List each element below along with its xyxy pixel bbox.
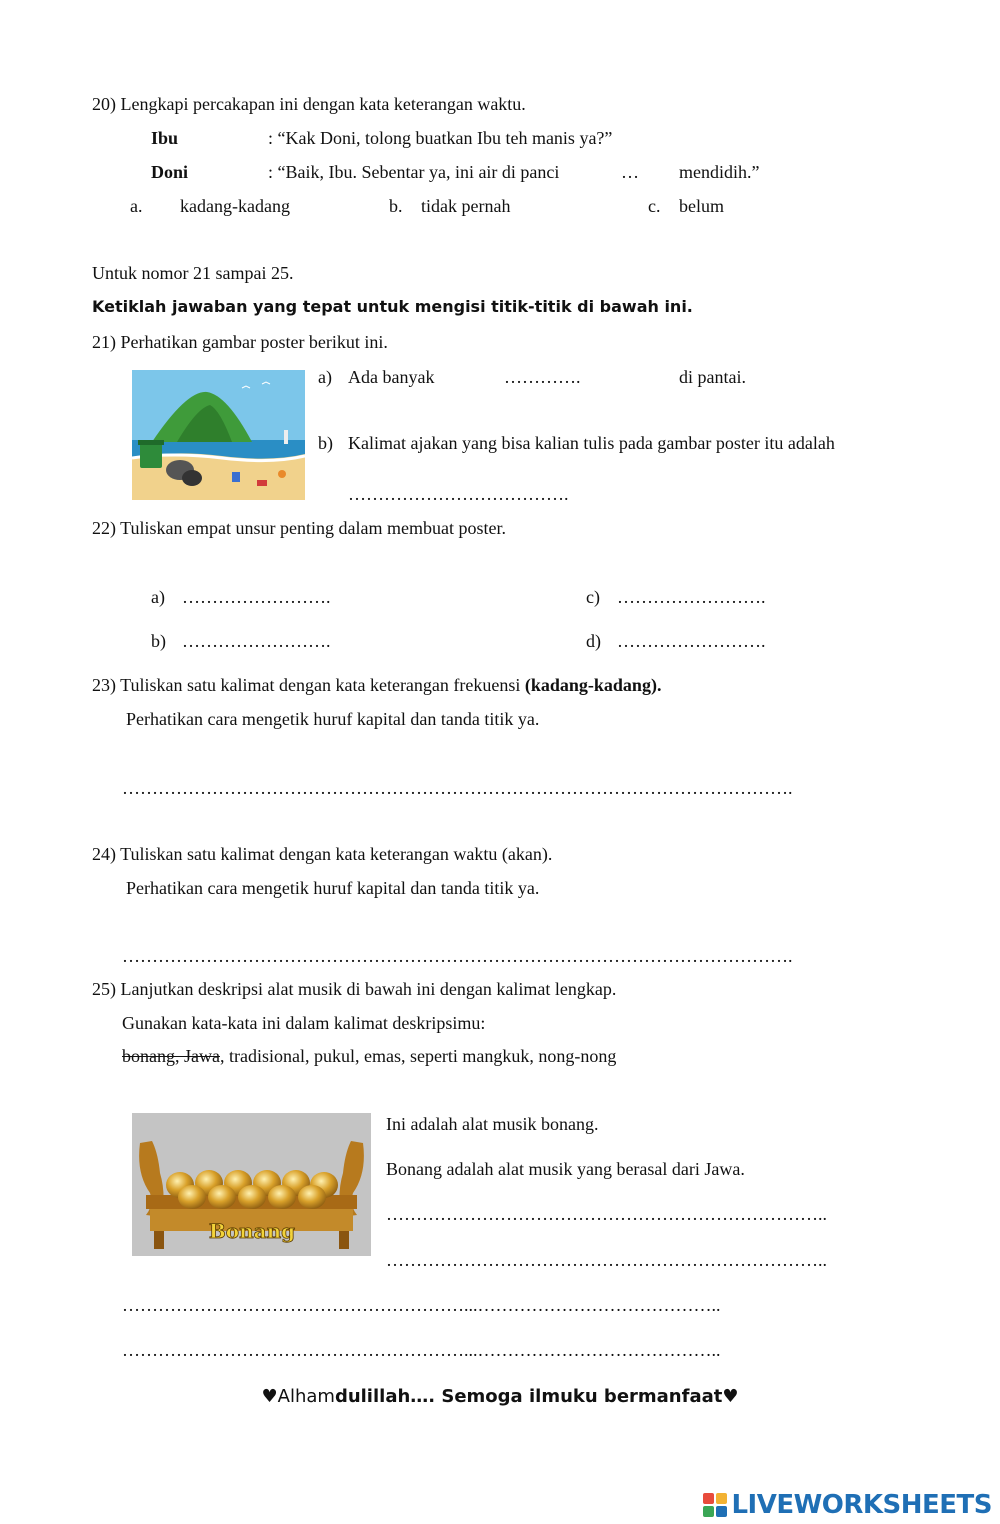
q20-blank[interactable]: … <box>621 162 639 182</box>
q22-b-label: b) <box>151 631 166 651</box>
q24-question: 24) Tuliskan satu kalimat dengan kata keterangan waktu (akan). <box>92 844 553 864</box>
q24-note: Perhatikan cara mengetik huruf kapital dan tanda titik ya. <box>126 878 540 898</box>
q20-option-c-letter: c. <box>648 196 661 216</box>
q25-line-1: Ini adalah alat musik bonang. <box>386 1114 599 1134</box>
closing-part-2: dulillah…. Semoga ilmuku bermanfaat <box>334 1386 723 1407</box>
section-instruction: Ketiklah jawaban yang tepat untuk mengisi titik-titik di bawah ini. <box>92 297 693 316</box>
q25-hint: Gunakan kata-kata ini dalam kalimat deskripsimu: <box>122 1013 486 1033</box>
bonang-instrument-icon <box>132 1113 371 1256</box>
q25-blank-1[interactable]: ……………………………………………………………….. <box>386 1204 827 1224</box>
heart-left-icon: ♥ <box>261 1386 278 1407</box>
q21-b-text: Kalimat ajakan yang bisa kalian tulis pada gambar poster itu adalah <box>348 433 835 453</box>
q21-a-end: di pantai. <box>679 367 746 387</box>
heart-right-icon: ♥ <box>722 1386 739 1407</box>
q23-answer-blank[interactable]: …………………………………………………………………………………………………. <box>122 778 793 798</box>
liveworksheets-logo-icon <box>703 1493 727 1517</box>
closing-message <box>0 1386 1000 1407</box>
beach-trash-icon <box>132 370 305 500</box>
q24-answer-blank[interactable]: …………………………………………………………………………………………………. <box>122 946 793 966</box>
q20-question: 20) Lengkapi percakapan ini dengan kata keterangan waktu. <box>92 94 526 114</box>
q20-line-doni: : “Baik, Ibu. Sebentar ya, ini air di panci <box>268 162 560 182</box>
q20-option-a[interactable]: kadang-kadang <box>180 196 290 216</box>
closing-part-1: Alham <box>277 1386 335 1407</box>
q20-option-b[interactable]: tidak pernah <box>421 196 511 216</box>
q21-question: 21) Perhatikan gambar poster berikut ini. <box>92 332 388 352</box>
bonang-image-caption: Bonang <box>208 1219 296 1243</box>
q20-speaker-ibu: Ibu <box>151 128 179 148</box>
q23-question <box>92 676 661 694</box>
q25-words-struck: bonang, Jawa <box>122 1046 220 1066</box>
q20-line-doni-end: mendidih.” <box>679 162 760 182</box>
section-range: Untuk nomor 21 sampai 25. <box>92 263 294 283</box>
q21-a-text: Ada banyak <box>348 367 435 387</box>
q22-c-blank[interactable]: ……………………. <box>617 587 766 607</box>
q20-line-ibu: : “Kak Doni, tolong buatkan Ibu teh manis ya?” <box>268 128 613 148</box>
q25-blank-3[interactable]: …………………………………………………...………………………………….. <box>122 1295 721 1315</box>
q22-c-label: c) <box>586 587 600 607</box>
q23-note: Perhatikan cara mengetik huruf kapital dan tanda titik ya. <box>126 709 540 729</box>
q21-b-label: b) <box>318 433 333 453</box>
q20-speaker-doni: Doni <box>151 162 189 182</box>
brand-name: LIVEWORKSHEETS <box>731 1490 992 1520</box>
q22-question: 22) Tuliskan empat unsur penting dalam membuat poster. <box>92 518 506 538</box>
q23-question-text: 23) Tuliskan satu kalimat dengan kata keterangan frekuensi <box>92 675 525 695</box>
q22-d-blank[interactable]: ……………………. <box>617 631 766 651</box>
q25-word-list <box>122 1047 616 1065</box>
q25-blank-2[interactable]: ……………………………………………………………….. <box>386 1250 827 1270</box>
q20-option-a-letter: a. <box>130 196 143 216</box>
q22-b-blank[interactable]: ……………………. <box>182 631 331 651</box>
q21-b-blank[interactable]: ………………………………. <box>348 484 569 504</box>
q25-words-rest: , tradisional, pukul, emas, seperti mangkuk, nong-nong <box>219 1046 617 1066</box>
q21-a-blank[interactable]: …………. <box>504 367 581 387</box>
q22-d-label: d) <box>586 631 601 651</box>
q20-option-b-letter: b. <box>389 196 403 216</box>
q23-question-bold: (kadang-kadang). <box>524 675 662 695</box>
liveworksheets-logo[interactable] <box>703 1490 992 1520</box>
beach-trash-image <box>132 370 305 500</box>
q21-a-label: a) <box>318 367 332 387</box>
q22-a-label: a) <box>151 587 165 607</box>
q22-a-blank[interactable]: ……………………. <box>182 587 331 607</box>
q25-line-2: Bonang adalah alat musik yang berasal dari Jawa. <box>386 1159 745 1179</box>
q25-question: 25) Lanjutkan deskripsi alat musik di bawah ini dengan kalimat lengkap. <box>92 979 617 999</box>
q25-blank-4[interactable]: …………………………………………………...………………………………….. <box>122 1340 721 1360</box>
bonang-image <box>132 1113 371 1256</box>
q20-option-c[interactable]: belum <box>679 196 724 216</box>
